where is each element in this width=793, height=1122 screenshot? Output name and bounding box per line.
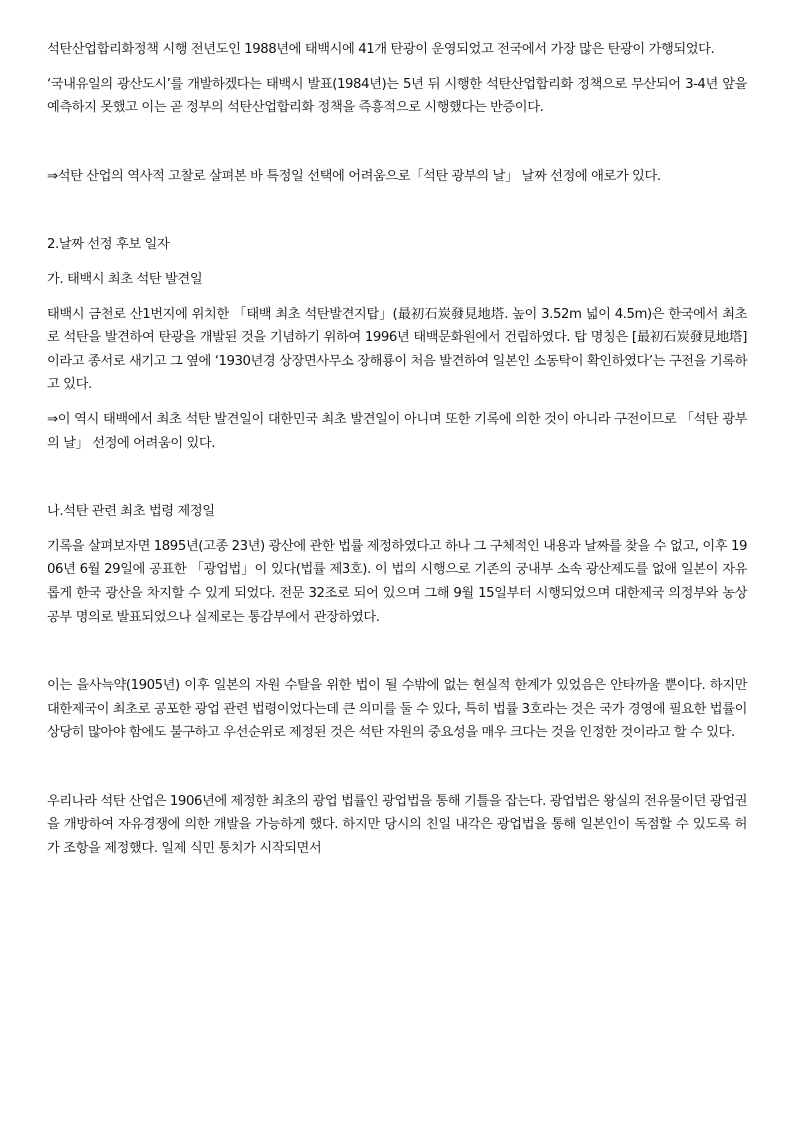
paragraph-6: 우리나라 석탄 산업은 1906년에 제정한 최초의 광업 법률인 광업법을 통해 기틀을 잡는다. 광업법은 왕실의 전유물이던 광업권을 개방하여 자유경쟁에 의한 개발을 가능하게 했다. 하지만 당시의 친일 내각은 광업법을 통해 일본인이 독점할 수 있도록 허가 조항을 제정했다. 일제 식민 통치가 시작되면서	[47, 793, 747, 857]
section-heading-2: 2.날짜 선정 후보 일자	[47, 237, 170, 253]
paragraph-5: 이는 을사늑약(1905년) 이후 일본의 자원 수탈을 위한 법이 될 수밖에 없는 현실적 한계가 있었음은 안타까울 뿐이다. 하지만 대한제국이 최초로 공포한 광업 관련 법령이었다는데 큰 의미를 둘 수 있다, 특히 법률 3호라는 것은 국가 경영에 필요한 법률이 상당히 많아야 함에도 불구하고 우선순위로 제정된 것은 석탄 자원의 중요성을 매우 크다는 것을 인정한 것이라고 할 수 있다.	[47, 678, 747, 741]
paragraph-4: 기록을 살펴보자면 1895년(고종 23년) 광산에 관한 법률 제정하였다고 하나 그 구체적인 내용과 날짜를 찾을 수 없고, 이후 1906년 6월 29일에 공표한 「광업법」이 있다(법률 제3호). 이 법의 시행으로 기존의 궁내부 소속 광산제도를 없애 일본이 자유롭게 한국 광산을 차지할 수 있게 되었다. 전문 32조로 되어 있으며 그해 9월 15일부터 시행되었으며 대한제국 의정부와 농상공부 명의로 발표되었으나 실제로는 통감부에서 관장하였다.	[47, 538, 747, 625]
document-page	[47, 38, 747, 861]
conclusion-note-2: ⇒이 역시 태백에서 최초 석탄 발견일이 대한민국 최초 발견일이 아니며 또한 기록에 의한 것이 아니라 구전이므로 「석탄 광부의 날」 선정에 어려움이 있다.	[47, 411, 747, 451]
paragraph-2: ‘국내유일의 광산도시’를 개발하겠다는 태백시 발표(1984년)는 5년 뒤 시행한 석탄산업합리화 정책으로 무산되어 3-4년 앞을 예측하지 못했고 이는 곧 정부의 석탄산업합리화 정책을 즉흥적으로 시행했다는 반증이다.	[47, 76, 747, 116]
paragraph-3: 태백시 금천로 산1번지에 위치한 「태백 최초 석탄발견지탑」(最初石炭發見地塔. 높이 3.52m 넓이 4.5m)은 한국에서 최초로 석탄을 발견하여 탄광을 개발된 것을 기념하기 위하여 1996년 태백문화원에서 건립하였다. 탑 명칭은 [最初石炭發見地塔]이라고 종서로 새기고 그 옆에 ‘1930년경 상장면사무소 장해룡이 처음 발견하여 일본인 소동탁이 확인하였다’는 구전을 기록하고 있다.	[47, 306, 747, 393]
subsection-heading-na: 나.석탄 관련 최초 법령 제정일	[47, 504, 215, 520]
conclusion-note-1: ⇒석탄 산업의 역사적 고찰로 살펴본 바 특정일 선택에 어려움으로「석탄 광부의 날」 날짜 선정에 애로가 있다.	[47, 168, 661, 184]
paragraph-1: 석탄산업합리화정책 시행 전년도인 1988년에 태백시에 41개 탄광이 운영되었고 전국에서 가장 많은 탄광이 가행되었다.	[47, 42, 715, 57]
subsection-heading-ga: 가. 태백시 최초 석탄 발견일	[47, 271, 203, 287]
